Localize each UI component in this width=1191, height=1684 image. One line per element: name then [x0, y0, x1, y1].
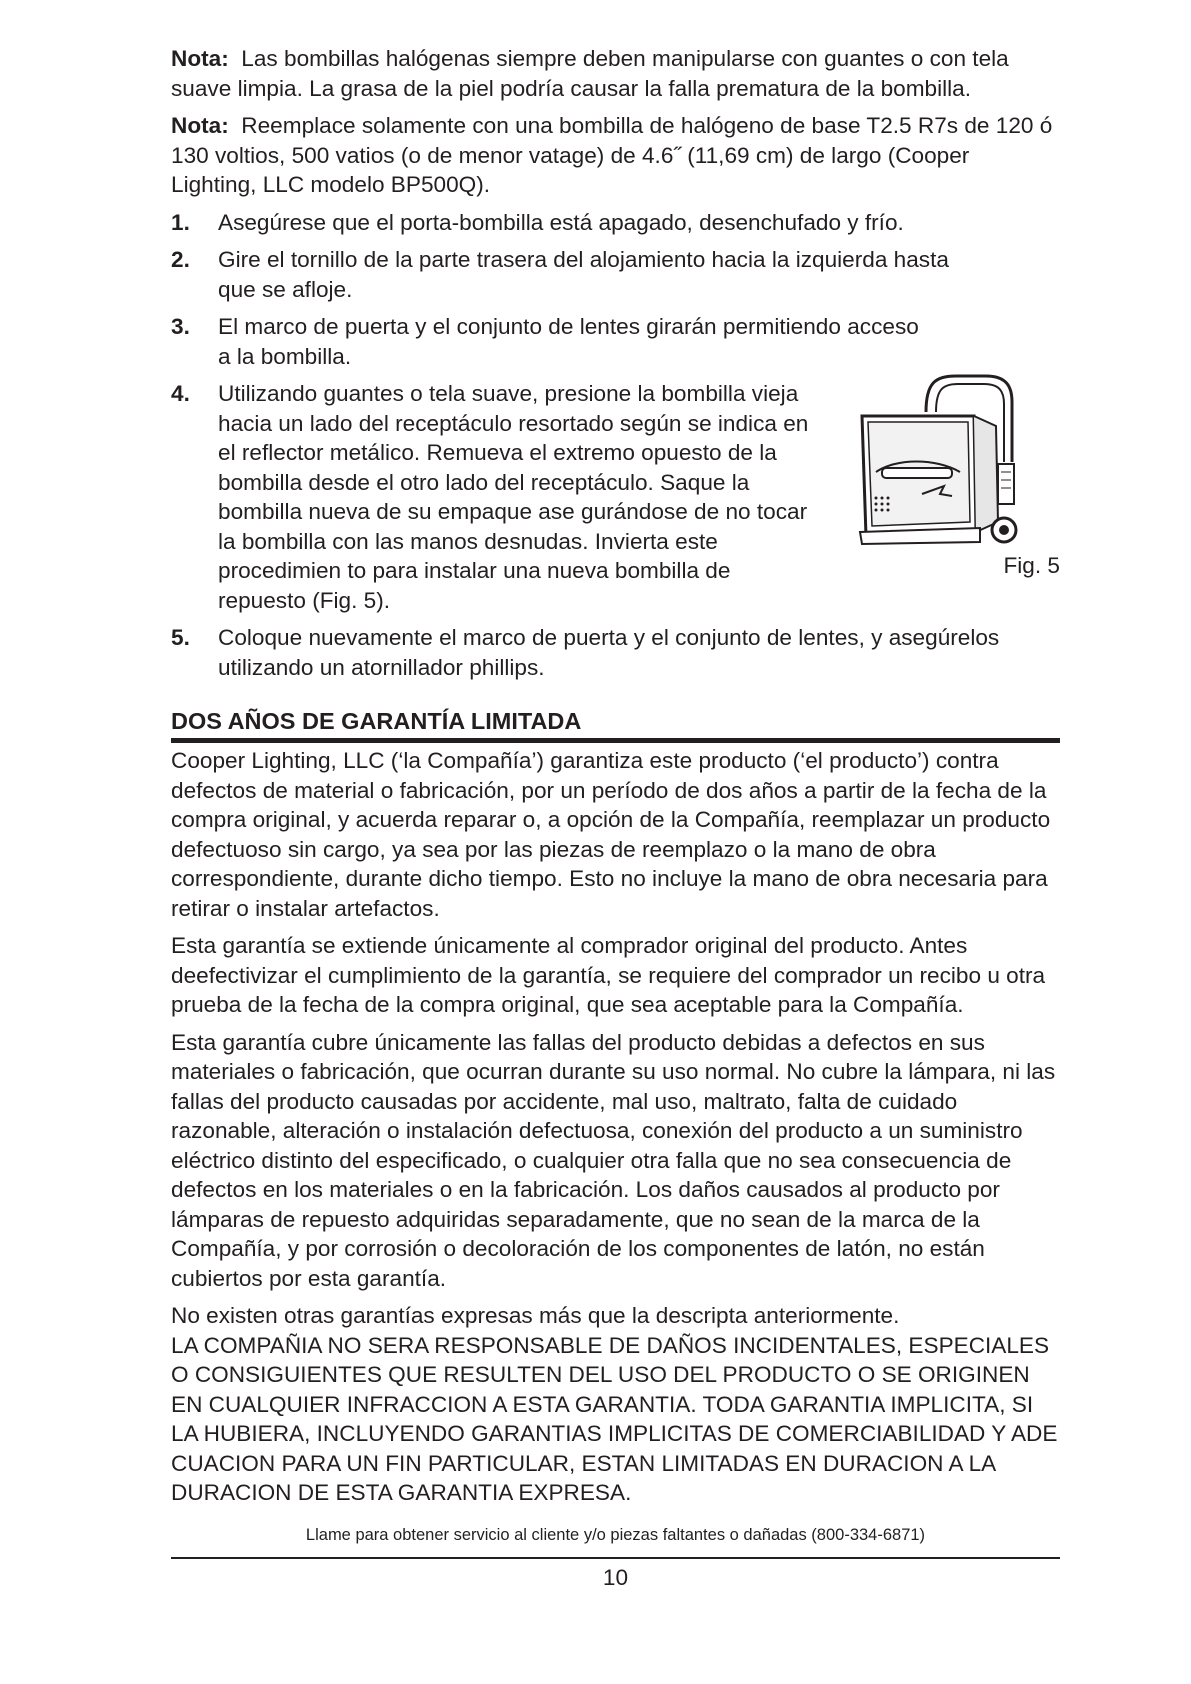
step-number: 3.: [171, 314, 190, 339]
work-light-illustration-icon: [856, 372, 1024, 547]
note-label: Nota:: [171, 113, 229, 138]
page-number: 10: [602, 1565, 629, 1590]
warranty-final-line: No existen otras garantías expresas más que la descripta anteriormente.: [171, 1303, 900, 1328]
step-number: 1.: [171, 209, 190, 235]
warranty-caps-disclaimer: LA COMPAÑIA NO SERA RESPONSABLE DE DAÑOS INCIDENTALES, ESPECIALES O CONSIGUIENTES QUE RESULTEN DEL USO DEL PRODUCTO O SE ORIGINEN EN CUALQUIER INFRACCION A ESTA GARANTIA. TODA GARANTIA IMPLICITA, SI LA HUBIERA, INCLUYENDO GARANTIAS IMPLICITAS DE COMERCIABILIDAD Y ADE CUACION PARA UN FIN PARTICULAR, ESTAN LIMITADAS EN DURACION A LA DURACION DE ESTA GARANTIA EXPRESA.: [171, 1332, 1058, 1505]
warranty-paragraph: Esta garantía cubre únicamente las fallas del producto debidas a defectos en sus materiales o fabricación, que ocurran durante su uso normal. No cubre la lámpara, ni las fallas del producto causadas por accidente, mal uso, maltrato, falta de cuidado razonable, alteración o instalación defectuosa, conexión del producto a un suministro eléctrico distinto del especificado, o cualquier otra falla que no sea consecuencia de defectos en los materiales o en la fabricación. Los daños causados al producto por lámparas de repuesto adquiridas separadamente, que no sean de la marca de la Compañía, y por corrosión o decoloración de los componentes de latón, no están cubiertos por esta garantía.: [171, 1029, 1056, 1291]
step-item: [171, 245, 1060, 304]
step-item: [171, 623, 1060, 682]
step-text: El marco de puerta y el conjunto de lentes girarán permitiendo acceso a la bombilla.: [218, 314, 919, 369]
step-item: [171, 379, 1060, 615]
footer-divider: [171, 1557, 1060, 1559]
step-text: Gire el tornillo de la parte trasera del alojamiento hacia la izquierda hasta que se afloje.: [218, 247, 949, 302]
step-item: [171, 208, 1060, 238]
warranty-paragraph: Esta garantía se extiende únicamente al comprador original del producto. Antes deefectivizar el cumplimiento de la garantía, se requiere del comprador un recibo u otra prueba de la fecha de la compra original, que sea aceptable para la Compañía.: [171, 933, 1046, 1017]
step-text: Asegúrese que el porta-bombilla está apagado, desenchufado y frío.: [218, 209, 904, 235]
warranty-disclaimer: [171, 1301, 1060, 1508]
steps-list: [171, 208, 1060, 683]
figure-5: [818, 379, 1060, 589]
step-item: [171, 312, 1060, 371]
note-text: Reemplace solamente con una bombilla de halógeno de base T2.5 R7s de 120 ó 130 voltios, 500 vatios (o de menor vatage) de 4.6˝ (11,69 cm) de largo (Cooper Lighting, LLC modelo BP500Q).: [171, 113, 1053, 197]
note-text: Las bombillas halógenas siempre deben manipularse con guantes o con tela suave limpia. La grasa de la piel podría causar la falla prematura de la bombilla.: [171, 46, 1009, 101]
step-number: 2.: [171, 247, 190, 272]
note-gloves: [171, 44, 1060, 103]
step-number: 5.: [171, 625, 190, 650]
service-note: Llame para obtener servicio al cliente y/o piezas faltantes o dañadas (800-334-6871): [305, 1526, 926, 1544]
document-page: [171, 44, 1060, 1516]
note-replacement-bulb: [171, 111, 1060, 200]
note-label: Nota:: [171, 46, 229, 71]
step-text: Utilizando guantes o tela suave, presione la bombilla vieja hacia un lado del receptáculo resortado según se indica en el reflector metálico. Remueva el extremo opuesto de la bombilla desde el otro lado del receptáculo. Saque la bombilla nueva de su empaque ase gurándose de no tocar la bombilla con las manos desnudas. Invierta este procedimien to para instalar una nueva bombilla de repuesto (Fig. 5).: [218, 381, 809, 613]
step-number: 4.: [171, 381, 190, 406]
figure-caption: Fig. 5: [1003, 553, 1060, 578]
warranty-paragraph: Cooper Lighting, LLC (‘la Compañía’) garantiza este producto (‘el producto’) contra defectos de material o fabricación, por un período de dos años a partir de la fecha de la compra original, y acuerda reparar o, a opción de la Compañía, reemplazar un producto defectuoso sin cargo, ya sea por las piezas de reemplazo o la mano de obra correspondiente, durante dicho tiempo. Esto no incluye la mano de obra necesaria para retirar o instalar artefactos.: [171, 748, 1051, 921]
warranty-heading: DOS AÑOS DE GARANTÍA LIMITADA: [171, 706, 1060, 743]
step-text: Coloque nuevamente el marco de puerta y el conjunto de lentes, y asegúrelos utilizando un atornillador phillips.: [218, 625, 1000, 680]
